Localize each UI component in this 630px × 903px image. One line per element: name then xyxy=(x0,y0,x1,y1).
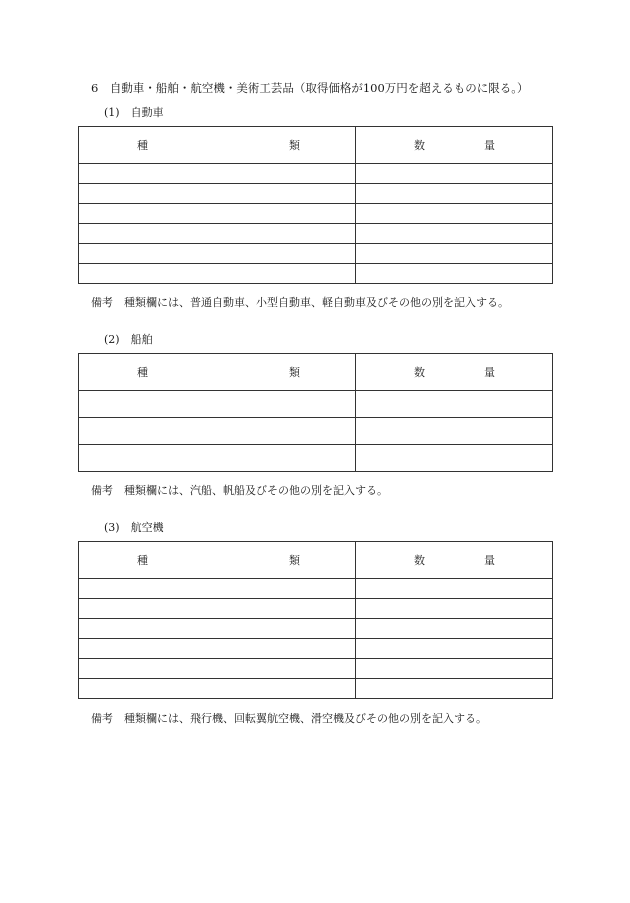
type-header-left: 種 xyxy=(137,139,148,152)
type-cell[interactable] xyxy=(79,224,356,244)
type-cell[interactable] xyxy=(79,244,356,264)
table-row xyxy=(79,639,553,659)
type-header-right: 類 xyxy=(289,554,300,567)
type-cell[interactable] xyxy=(79,579,356,599)
type-header-right: 類 xyxy=(289,366,300,379)
quantity-cell[interactable] xyxy=(356,224,553,244)
quantity-cell[interactable] xyxy=(356,264,553,284)
type-cell[interactable] xyxy=(79,659,356,679)
type-header-left: 種 xyxy=(137,366,148,379)
quantity-cell[interactable] xyxy=(356,204,553,224)
quantity-cell[interactable] xyxy=(356,184,553,204)
aircraft-heading: (3) 航空機 xyxy=(104,521,164,534)
aircraft-table xyxy=(78,541,553,699)
quantity-cell[interactable] xyxy=(356,579,553,599)
table-header-row xyxy=(79,127,553,164)
table-row xyxy=(79,619,553,639)
quantity-header-left: 数 xyxy=(414,366,425,379)
type-header xyxy=(79,127,356,164)
quantity-cell[interactable] xyxy=(356,244,553,264)
automobile-heading: (1) 自動車 xyxy=(104,106,164,119)
quantity-header-left: 数 xyxy=(414,139,425,152)
quantity-header-left: 数 xyxy=(414,554,425,567)
automobile-table xyxy=(78,126,553,284)
quantity-cell[interactable] xyxy=(356,445,553,472)
quantity-header xyxy=(356,354,553,391)
table-row xyxy=(79,391,553,418)
table-row xyxy=(79,599,553,619)
type-cell[interactable] xyxy=(79,391,356,418)
quantity-cell[interactable] xyxy=(356,599,553,619)
table-row xyxy=(79,204,553,224)
table-row xyxy=(79,418,553,445)
type-cell[interactable] xyxy=(79,204,356,224)
table-row xyxy=(79,659,553,679)
table-row xyxy=(79,679,553,699)
quantity-header xyxy=(356,127,553,164)
quantity-cell[interactable] xyxy=(356,418,553,445)
type-cell[interactable] xyxy=(79,164,356,184)
automobile-note: 備考 種類欄には、普通自動車、小型自動車、軽自動車及びその他の別を記入する。 xyxy=(91,296,509,309)
type-cell[interactable] xyxy=(79,679,356,699)
type-cell[interactable] xyxy=(79,599,356,619)
quantity-cell[interactable] xyxy=(356,619,553,639)
quantity-cell[interactable] xyxy=(356,639,553,659)
type-header-right: 類 xyxy=(289,139,300,152)
ship-note: 備考 種類欄には、汽船、帆船及びその他の別を記入する。 xyxy=(91,484,388,497)
quantity-cell[interactable] xyxy=(356,659,553,679)
quantity-header xyxy=(356,542,553,579)
table-row xyxy=(79,164,553,184)
quantity-cell[interactable] xyxy=(356,391,553,418)
type-cell[interactable] xyxy=(79,418,356,445)
quantity-cell[interactable] xyxy=(356,164,553,184)
table-row xyxy=(79,224,553,244)
table-row xyxy=(79,264,553,284)
section-title: 6 自動車・船舶・航空機・美術工芸品（取得価格が100万円を超えるものに限る。） xyxy=(91,81,529,95)
table-row xyxy=(79,579,553,599)
quantity-header-right: 量 xyxy=(484,139,495,152)
type-cell[interactable] xyxy=(79,264,356,284)
aircraft-note: 備考 種類欄には、飛行機、回転翼航空機、滑空機及びその他の別を記入する。 xyxy=(91,712,487,725)
table-header-row xyxy=(79,542,553,579)
table-header-row xyxy=(79,354,553,391)
table-row xyxy=(79,184,553,204)
type-header-left: 種 xyxy=(137,554,148,567)
table-row xyxy=(79,445,553,472)
quantity-cell[interactable] xyxy=(356,679,553,699)
ship-table xyxy=(78,353,553,472)
type-cell[interactable] xyxy=(79,639,356,659)
type-header xyxy=(79,542,356,579)
table-row xyxy=(79,244,553,264)
quantity-header-right: 量 xyxy=(484,366,495,379)
type-cell[interactable] xyxy=(79,445,356,472)
type-header xyxy=(79,354,356,391)
type-cell[interactable] xyxy=(79,619,356,639)
quantity-header-right: 量 xyxy=(484,554,495,567)
type-cell[interactable] xyxy=(79,184,356,204)
ship-heading: (2) 船舶 xyxy=(104,333,153,346)
